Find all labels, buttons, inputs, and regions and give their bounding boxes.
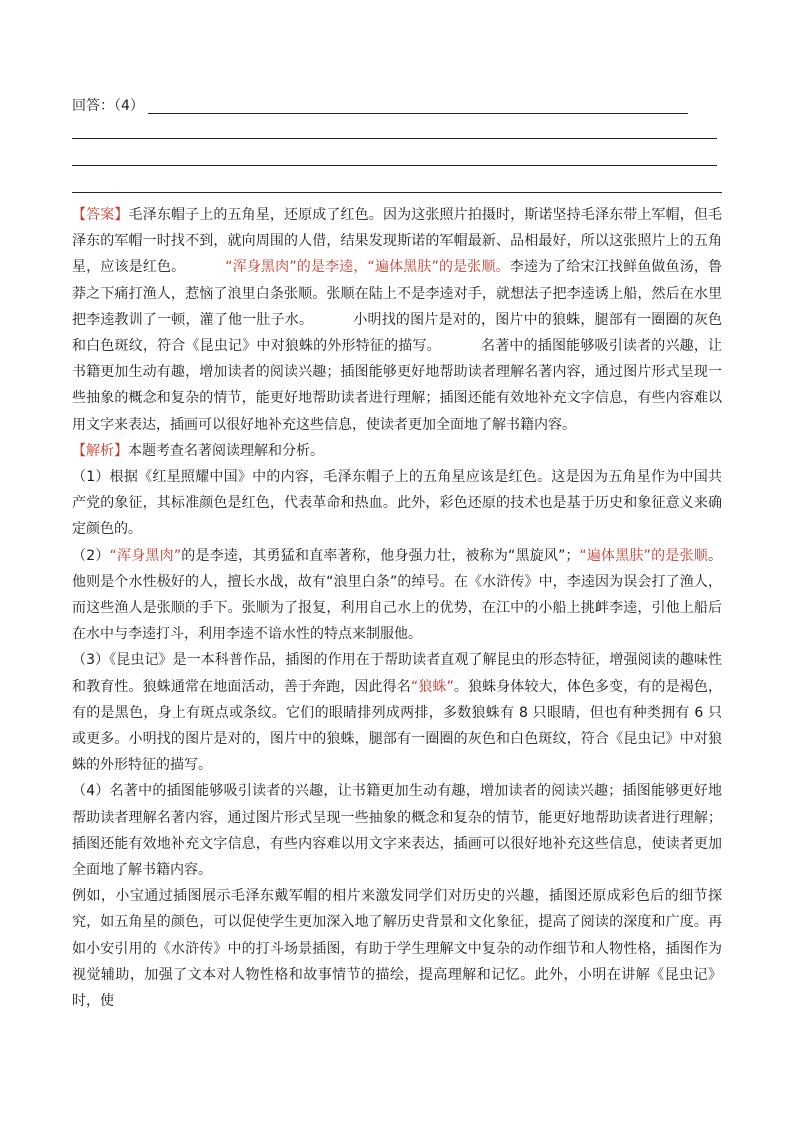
answer-line-1[interactable] [148,113,688,114]
analysis-intro: 【解析】本题考查名著阅读理解和分析。 [72,442,324,459]
answer-tag: 【答案】 [72,207,129,223]
highlight-hunshen-heirou: “浑身黑肉” [109,547,182,564]
analysis-paragraph-3: （3）《昆虫记》是一本科普作品，插图的作用在于帮助读者直观了解昆虫的形态特征，增强阅读的趣味性和教育性。狼蛛通常在地面活动，善于奔跑，因此得名“狼蛛”。狼蛛身体较大，体色多变，有的是褐色，有的是黑色，身上有斑点或条纹。它们的眼睛排列成两排，多数狼蛛有 8 只眼睛，但也有种类拥有 6 只或更多。小明找的图片是对的，图片中的狼蛛，腿部有一圈圈的灰色和白色斑纹，符合《昆虫记》中对狼蛛的外形特征的描写。 [72,652,723,774]
answer-prompt: 回答：（4） [72,98,144,114]
analysis-paragraph-5: 例如，小宝通过插图展示毛泽东戴军帽的相片来激发同学们对历史的兴趣，插图还原成彩色后的细节探究，如五角星的颜色，可以促使学生更加深入地了解历史背景和文化象征，提高了阅读的深度和广度。再如小安引用的《水浒传》中的打斗场景插图，有助于学生理解文中复杂的动作细节和人物性格，插图作为视觉辅助，加强了文本对人物性格和故事情节的描绘，提高理解和记忆。此外，小明在讲解《昆虫记》时，使 [72,888,722,1010]
answer-part-4: 名著中的插图能够吸引读者的兴趣，让书籍更加生动有趣，增加读者的阅读兴趣；插图能够更好地帮助读者理解名著内容，通过图片形式呈现一些抽象的概念和复杂的情节，能更好地帮助读者进行理解；插图还能有效地补充文字信息，有些内容难以用文字来表达，插画可以很好地补充这些信息，使读者更加全面地了解书籍内容。 [72,338,723,433]
answer-part-2: 李逵为了给宋江找鲜鱼做鱼汤，鲁莽之下痛打渔人，惹恼了浪里白条张顺。张顺在陆上不是李逵对手，就想法子把李逵诱上船，然后在水里把李逵教训了一顿，灌了他一肚子水。 [72,259,723,328]
answer-line-3[interactable] [72,165,717,166]
answer-analysis-content [72,202,722,1014]
answer-part-1: 毛泽东帽子上的五角星，还原成了红色。因为这张照片拍摄时，斯诺坚持毛泽东带上军帽，但毛泽东的军帽一时找不到，就向周围的人借，结果发现斯诺的军帽最新、品相最好，所以这张照片上的五角星，应该是红色。 [72,207,723,276]
answer-line-4[interactable] [72,192,722,193]
answer-line-2[interactable] [72,138,717,139]
highlight-bianti-heifu: “遍体黑肤”的是张顺 [579,547,708,564]
highlight-langzhu: “狼蛛” [410,678,454,695]
analysis-paragraph-1: （1）根据《红星照耀中国》中的内容，毛泽东帽子上的五角星应该是红色。这是因为五角星作为中国共产党的象征，其标准颜色是红色，代表革命和热血。此外，彩色还原的技术也是基于历史和象征意义来确定颜色的。 [72,469,722,538]
analysis-tag: 【解析】 [72,442,128,459]
analysis-paragraph-2: （2）“浑身黑肉”的是李逵，其勇猛和直率著称，他身强力壮，被称为“黑旋风”；“遍体黑肤”的是张顺。他则是个水性极好的人，擅长水战，故有“浪里白条”的绰号。在《水浒传》中，李逵因为误会打了渔人，而这些渔人是张顺的手下。张顺为了报复，利用自己水上的优势，在江中的小船上挑衅李逵，引他上船后在水中与李逵打斗，利用李逵不谙水性的特点来制服他。 [72,547,722,643]
answer-part-2-highlight: “浑身黑肉”的是李逵，“遍体黑肤”的是张顺。 [225,259,510,276]
answer-paragraph [72,202,722,438]
analysis-paragraph-4: （4）名著中的插图能够吸引读者的兴趣，让书籍更加生动有趣，增加读者的阅读兴趣；插图能够更好地帮助读者理解名著内容，通过图片形式呈现一些抽象的概念和复杂的情节，能更好地帮助读者进行理解；插图还能有效地补充文字信息，有些内容难以用文字来表达，插画可以很好地补充这些信息，使读者更加全面地了解书籍内容。 [72,783,722,879]
answer-part-3: 小明找的图片是对的，图片中的狼蛛，腿部有一圈圈的灰色和白色斑纹，符合《昆虫记》中对狼蛛的外形特征的描写。 [72,311,723,355]
